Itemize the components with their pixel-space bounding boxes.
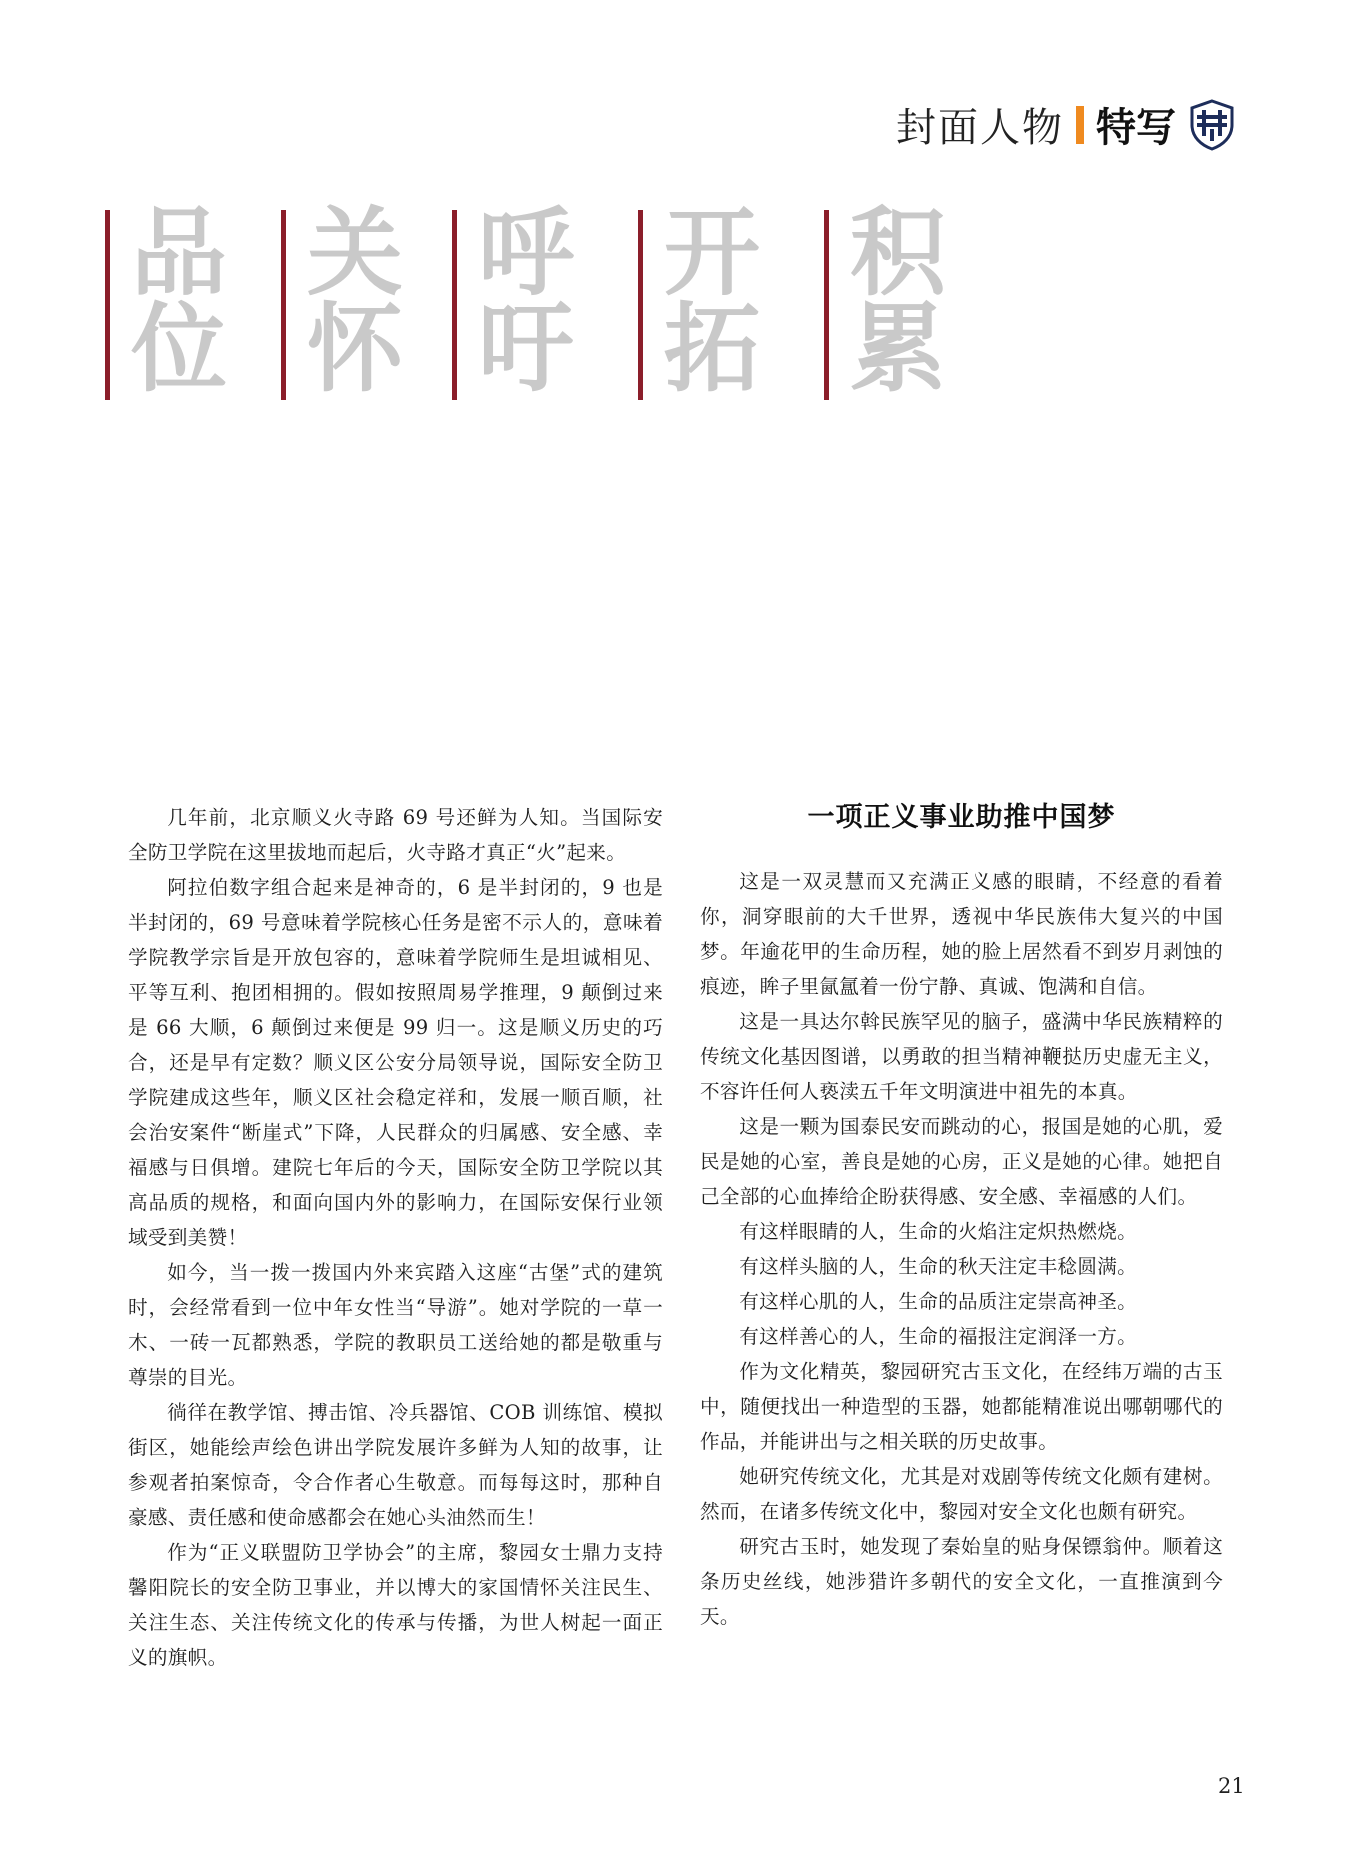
left-column: [128, 800, 663, 1675]
title-char: 怀: [307, 292, 403, 405]
paragraph: 研究古玉时，她发现了秦始皇的贴身保镖翁仲。顺着这条历史丝线，她涉猎许多朝代的安全文化，一直推演到今天。: [700, 1535, 1223, 1628]
big-titles: [105, 196, 1010, 405]
title-char: 开: [664, 196, 760, 309]
paragraph: 作为文化精英，黎园研究古玉文化，在经纬万端的古玉中，随便找出一种造型的玉器，她都能精准说出哪朝哪代的作品，并能讲出与之相关联的历史故事。: [700, 1360, 1223, 1453]
paragraph: 这是一双灵慧而又充满正义感的眼睛，不经意的看着你，洞穿眼前的大千世界，透视中华民族伟大复兴的中国梦。年逾花甲的生命历程，她的脸上居然看不到岁月剥蚀的痕迹，眸子里氤氲着一份宁静、真诚、饱满和自信。: [700, 870, 1223, 998]
title-column: [824, 196, 1010, 405]
title-char: 累: [850, 292, 946, 405]
section-label: 封面人物: [896, 105, 1064, 151]
title-rule: [638, 210, 643, 400]
title-column: [638, 196, 824, 405]
title-column: [105, 196, 281, 405]
page-header: [896, 96, 1236, 153]
title-char: 关: [307, 196, 403, 309]
paragraph: 如今，当一拨一拨国内外来宾踏入这座“古堡”式的建筑时，会经常看到一位中年女性当“导游”。她对学院的一草一木、一砖一瓦都熟悉，学院的教职员工送给她的都是敬重与尊崇的目光。: [128, 1261, 663, 1389]
paragraph: 这是一具达尔斡民族罕见的脑子，盛满中华民族精粹的传统文化基因图谱，以勇敢的担当精神鞭挞历史虚无主义，不容许任何人亵渎五千年文明演进中祖先的本真。: [700, 1010, 1223, 1103]
title-char: 品: [131, 196, 227, 309]
title-rule: [824, 210, 829, 400]
paragraph: 阿拉伯数字组合起来是神奇的，6 是半封闭的，9 也是半封闭的，69 号意味着学院核心任务是密不示人的，意味着学院教学宗旨是开放包容的，意味着学院师生是坦诚相见、平等互利、抱团相拥的。假如按照周易学推理，9 颠倒过来是 66 大顺，6 颠倒过来便是 99 归一。这是顺义历史的巧合，还是早有定数？顺义区公安分局领导说，国际安全防卫学院建成这些年，顺义区社会稳定祥和，发展一顺百顺，社会治安案件“断崖式”下降，人民群众的归属感、安全感、幸福感与日俱增。建院七年后的今天，国际安全防卫学院以其高品质的规格，和面向国内外的影响力，在国际安保行业领域受到美赞！: [128, 876, 663, 1249]
feature-label: 特写: [1096, 105, 1176, 151]
paragraph: 这是一颗为国泰民安而跳动的心，报国是她的心肌，爱民是她的心室，善良是她的心房，正义是她的心律。她把自己全部的心血捧给企盼获得感、安全感、幸福感的人们。: [700, 1115, 1223, 1208]
title-char: 积: [850, 196, 946, 309]
page-number: 21: [1218, 1774, 1245, 1798]
paragraph: 几年前，北京顺义火寺路 69 号还鲜为人知。当国际安全防卫学院在这里拔地而起后，火寺路才真正“火”起来。: [128, 806, 663, 864]
title-rule: [452, 210, 457, 400]
paragraph: 有这样眼睛的人，生命的火焰注定炽热燃烧。: [739, 1220, 1138, 1243]
paragraph: 徜徉在教学馆、搏击馆、冷兵器馆、COB 训练馆、模拟街区，她能绘声绘色讲出学院发展许多鲜为人知的故事，让参观者拍案惊奇，令合作者心生敬意。而每每这时，那种自豪感、责任感和使命感都会在她心头油然而生！: [128, 1401, 663, 1529]
header-accent-bar: [1076, 106, 1084, 144]
right-column: [700, 800, 1223, 1634]
paragraph: 她研究传统文化，尤其是对戏剧等传统文化颇有建树。然而，在诸多传统文化中，黎园对安全文化也颇有研究。: [700, 1465, 1223, 1523]
title-char: 吁: [478, 292, 574, 405]
paragraph: 作为“正义联盟防卫学协会”的主席，黎园女士鼎力支持馨阳院长的安全防卫事业，并以博大的家国情怀关注民生、关注生态、关注传统文化的传承与传播，为世人树起一面正义的旗帜。: [128, 1541, 663, 1669]
paragraph: 有这样心肌的人，生命的品质注定崇高神圣。: [739, 1290, 1138, 1313]
title-column: [281, 196, 452, 405]
paragraph: 有这样头脑的人，生命的秋天注定丰稔圆满。: [739, 1255, 1138, 1278]
title-char: 拓: [664, 292, 760, 405]
title-rule: [281, 210, 286, 400]
paragraph: 有这样善心的人，生命的福报注定润泽一方。: [739, 1325, 1138, 1348]
shield-emblem-icon: [1188, 99, 1236, 151]
title-char: 呼: [478, 196, 574, 309]
section-heading: 一项正义事业助推中国梦: [807, 802, 1116, 833]
title-char: 位: [131, 292, 227, 405]
title-column: [452, 196, 638, 405]
title-rule: [105, 210, 110, 400]
